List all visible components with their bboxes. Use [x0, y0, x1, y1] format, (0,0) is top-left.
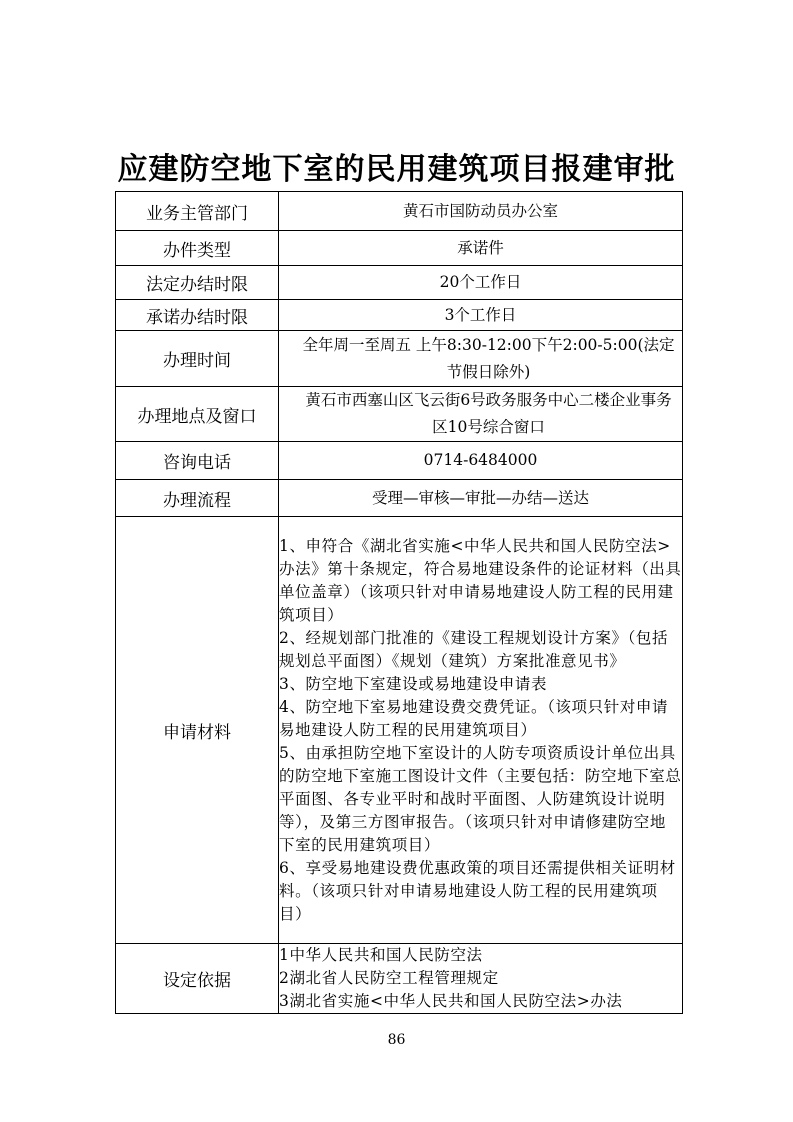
row-value-department: 黄石市国防动员办公室 — [279, 192, 683, 231]
material-item: 6、享受易地建设费优惠政策的项目还需提供相关证明材料。（该项只针对申请易地建设人防工程的民用建筑项目） — [279, 858, 676, 923]
row-label-materials: 申请材料 — [116, 517, 279, 944]
material-item: 5、由承担防空地下室设计的人防专项资质设计单位出具的防空地下室施工图设计文件（主要包括：防空地下室总平面图、各专业平时和战时平面图、人防建筑设计说明等），及第三方图审报告。（该项只针对申请修建防空地下室的民用建筑项目） — [279, 743, 682, 854]
row-label-process: 办理流程 — [116, 480, 279, 517]
row-label-type: 办件类型 — [116, 231, 279, 266]
table-row — [116, 300, 683, 331]
table-row — [116, 331, 683, 387]
row-label-basis: 设定依据 — [116, 944, 279, 1014]
row-label-legal-limit: 法定办结时限 — [116, 266, 279, 300]
table-row — [116, 944, 683, 1014]
row-value-phone: 0714-6484000 — [279, 442, 683, 480]
basis-list — [279, 944, 683, 1014]
material-item: 1、申符合《湖北省实施<中华人民共和国人民防空法>办法》第十条规定，符合易地建设条件的论证材料（出具单位盖章）（该项只针对申请易地建设人防工程的民用建筑项目） — [279, 536, 682, 624]
basis-item: 3湖北省实施<中华人民共和国人民防空法>办法 — [279, 992, 623, 1010]
basis-item: 1中华人民共和国人民防空法 — [279, 946, 483, 964]
row-value-promise-limit: 3个工作日 — [279, 300, 683, 331]
table-row — [116, 231, 683, 266]
material-item: 4、防空地下室易地建设费交费凭证。（该项只针对申请易地建设人防工程的民用建筑项目） — [279, 697, 669, 739]
table-row — [116, 387, 683, 442]
basis-item: 2湖北省人民防空工程管理规定 — [279, 969, 499, 987]
row-value-type: 承诺件 — [279, 231, 683, 266]
table-row — [116, 266, 683, 300]
page-number: 86 — [387, 1032, 406, 1048]
row-value-location: 黄石市西塞山区飞云街6号政务服务中心二楼企业事务区10号综合窗口 — [279, 387, 683, 442]
material-item: 2、经规划部门批准的《建设工程规划设计方案》（包括规划总平面图）《规划（建筑）方案批准意见书》 — [279, 628, 669, 670]
info-table — [115, 191, 683, 1014]
row-label-phone: 咨询电话 — [116, 442, 279, 480]
row-value-legal-limit: 20个工作日 — [279, 266, 683, 300]
row-label-department: 业务主管部门 — [116, 192, 279, 231]
table-row — [116, 517, 683, 944]
table-row — [116, 480, 683, 517]
row-value-process: 受理—审核—审批—办结—送达 — [279, 480, 683, 517]
row-label-hours: 办理时间 — [116, 331, 279, 387]
row-value-hours: 全年周一至周五 上午8:30-12:00下午2:00-5:00(法定节假日除外) — [279, 331, 683, 387]
material-item: 3、防空地下室建设或易地建设申请表 — [279, 674, 548, 693]
table-row — [116, 442, 683, 480]
row-label-location: 办理地点及窗口 — [116, 387, 279, 442]
page-title: 应建防空地下室的民用建筑项目报建审批 — [117, 152, 676, 187]
row-label-promise-limit: 承诺办结时限 — [116, 300, 279, 331]
table-row — [116, 192, 683, 231]
materials-list — [279, 517, 683, 944]
